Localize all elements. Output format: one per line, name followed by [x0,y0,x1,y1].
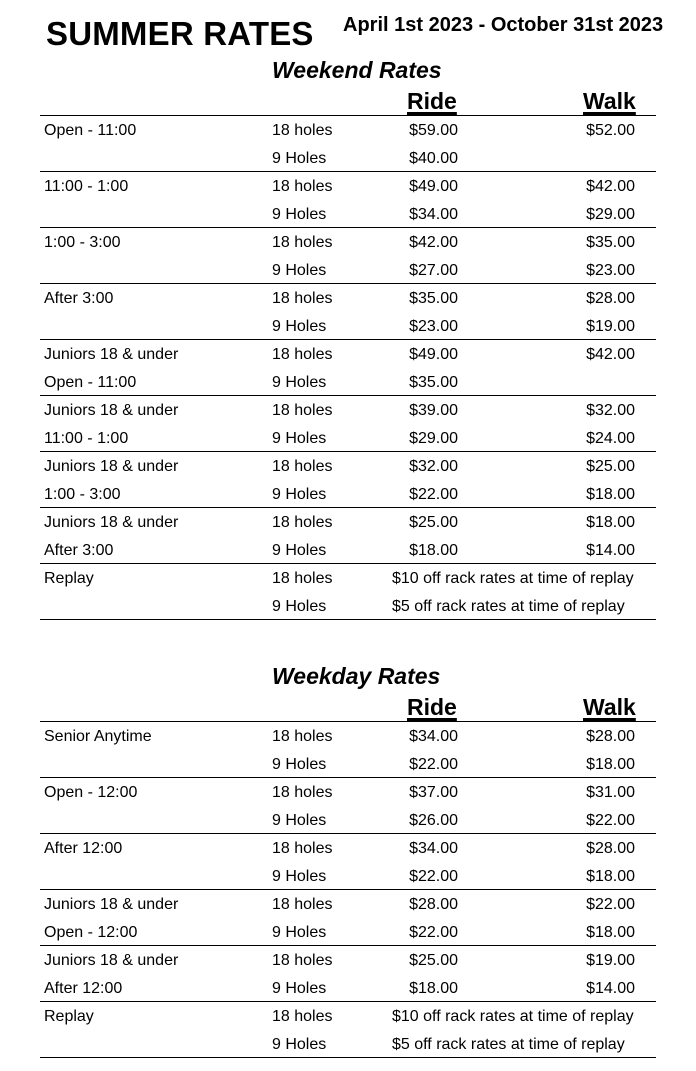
holes-count: 9 Holes [272,374,327,391]
holes-count: 18 holes [272,346,333,363]
ride-price: $25.00 [409,514,458,531]
walk-price: $35.00 [586,234,635,251]
rate-label: 11:00 - 1:00 [44,430,129,447]
walk-price: $23.00 [586,262,635,279]
replay-note: $10 off rack rates at time of replay [392,1008,634,1025]
holes-count: 18 holes [272,178,333,195]
rate-label: 1:00 - 3:00 [44,486,121,503]
row-divider [40,507,656,508]
holes-count: 9 Holes [272,318,327,335]
holes-count: 18 holes [272,728,333,745]
ride-price: $29.00 [409,430,458,447]
page-title: SUMMER RATES [46,15,314,52]
rate-label: After 12:00 [44,840,123,857]
walk-price: $28.00 [586,290,635,307]
ride-price: $37.00 [409,784,458,801]
ride-price: $18.00 [409,542,458,559]
walk-price: $18.00 [586,924,635,941]
holes-count: 18 holes [272,290,333,307]
replay-note: $5 off rack rates at time of replay [392,598,625,615]
rate-label: Juniors 18 & under [44,896,179,913]
row-divider [40,227,656,228]
ride-price: $25.00 [409,952,458,969]
holes-count: 18 holes [272,896,333,913]
walk-price: $18.00 [586,756,635,773]
holes-count: 18 holes [272,234,333,251]
holes-count: 18 holes [272,570,333,587]
rate-label: 11:00 - 1:00 [44,178,129,195]
row-divider [40,1001,656,1002]
holes-count: 18 holes [272,458,333,475]
ride-price: $32.00 [409,458,458,475]
ride-price: $34.00 [409,840,458,857]
walk-price: $14.00 [586,980,635,997]
holes-count: 9 Holes [272,486,327,503]
walk-price: $42.00 [586,178,635,195]
holes-count: 9 Holes [272,924,327,941]
rate-label: Juniors 18 & under [44,458,179,475]
holes-count: 9 Holes [272,980,327,997]
row-divider [40,171,656,172]
walk-price: $19.00 [586,952,635,969]
walk-price: $18.00 [586,868,635,885]
walk-price: $42.00 [586,346,635,363]
walk-price: $25.00 [586,458,635,475]
rate-label: Juniors 18 & under [44,514,179,531]
holes-count: 9 Holes [272,868,327,885]
row-divider [40,339,656,340]
ride-price: $22.00 [409,486,458,503]
holes-count: 9 Holes [272,598,327,615]
holes-count: 18 holes [272,840,333,857]
walk-price: $28.00 [586,840,635,857]
holes-count: 18 holes [272,952,333,969]
walk-price: $24.00 [586,430,635,447]
rate-label: After 3:00 [44,290,114,307]
ride-price: $35.00 [409,374,458,391]
walk-price: $22.00 [586,896,635,913]
holes-count: 9 Holes [272,542,327,559]
rate-label: Juniors 18 & under [44,952,179,969]
row-divider [40,619,656,620]
row-divider [40,721,656,722]
rate-label: Senior Anytime [44,728,152,745]
weekend-col-ride: Ride [407,88,457,114]
ride-price: $39.00 [409,402,458,419]
row-divider [40,451,656,452]
rate-label: Open - 11:00 [44,122,137,139]
ride-price: $35.00 [409,290,458,307]
rate-label: Juniors 18 & under [44,346,179,363]
holes-count: 18 holes [272,784,333,801]
walk-price: $32.00 [586,402,635,419]
holes-count: 9 Holes [272,1036,327,1053]
weekday-section-title: Weekday Rates [272,663,441,689]
walk-price: $29.00 [586,206,635,223]
walk-price: $14.00 [586,542,635,559]
weekday-col-ride: Ride [407,694,457,720]
weekend-section-title: Weekend Rates [272,57,442,83]
walk-price: $18.00 [586,514,635,531]
walk-price: $52.00 [586,122,635,139]
ride-price: $49.00 [409,178,458,195]
ride-price: $18.00 [409,980,458,997]
rate-label: Open - 12:00 [44,924,138,941]
holes-count: 9 Holes [272,430,327,447]
row-divider [40,115,656,116]
rate-label: Open - 12:00 [44,784,138,801]
ride-price: $40.00 [409,150,458,167]
ride-price: $22.00 [409,868,458,885]
ride-price: $59.00 [409,122,458,139]
holes-count: 9 Holes [272,150,327,167]
row-divider [40,945,656,946]
walk-price: $31.00 [586,784,635,801]
holes-count: 18 holes [272,1008,333,1025]
row-divider [40,833,656,834]
rate-label: After 12:00 [44,980,123,997]
rate-label: Juniors 18 & under [44,402,179,419]
ride-price: $42.00 [409,234,458,251]
replay-note: $10 off rack rates at time of replay [392,570,634,587]
row-divider [40,395,656,396]
ride-price: $22.00 [409,924,458,941]
ride-price: $23.00 [409,318,458,335]
walk-price: $22.00 [586,812,635,829]
ride-price: $22.00 [409,756,458,773]
rate-label: Replay [44,1008,94,1025]
ride-price: $27.00 [409,262,458,279]
ride-price: $26.00 [409,812,458,829]
holes-count: 18 holes [272,402,333,419]
walk-price: $28.00 [586,728,635,745]
rate-label: 1:00 - 3:00 [44,234,121,251]
ride-price: $28.00 [409,896,458,913]
holes-count: 18 holes [272,122,333,139]
row-divider [40,777,656,778]
replay-note: $5 off rack rates at time of replay [392,1036,625,1053]
ride-price: $49.00 [409,346,458,363]
ride-price: $34.00 [409,728,458,745]
row-divider [40,283,656,284]
rate-label: After 3:00 [44,542,114,559]
holes-count: 9 Holes [272,756,327,773]
row-divider [40,563,656,564]
walk-price: $19.00 [586,318,635,335]
walk-price: $18.00 [586,486,635,503]
row-divider [40,889,656,890]
weekend-col-walk: Walk [583,88,636,114]
rate-label: Replay [44,570,94,587]
season-dates: April 1st 2023 - October 31st 2023 [343,14,664,36]
holes-count: 18 holes [272,514,333,531]
ride-price: $34.00 [409,206,458,223]
holes-count: 9 Holes [272,262,327,279]
weekday-col-walk: Walk [583,694,636,720]
rate-label: Open - 11:00 [44,374,137,391]
row-divider [40,1057,656,1058]
holes-count: 9 Holes [272,206,327,223]
holes-count: 9 Holes [272,812,327,829]
